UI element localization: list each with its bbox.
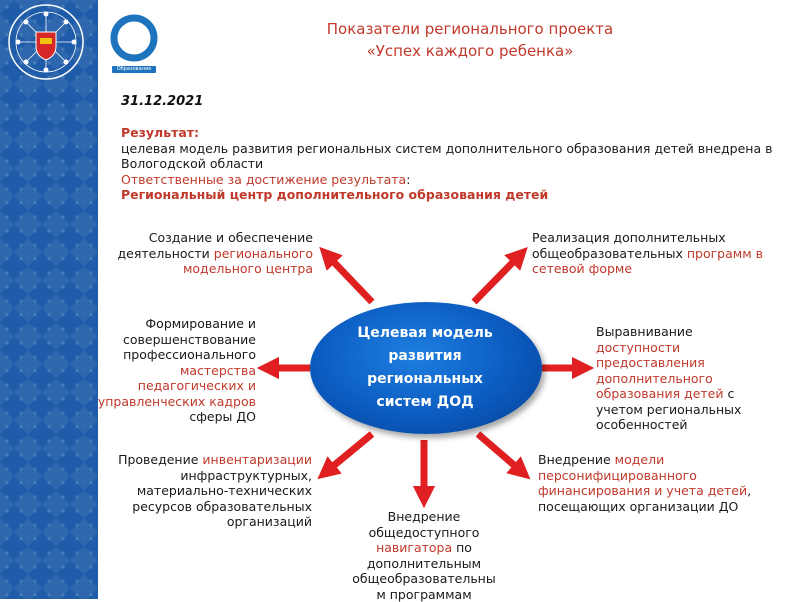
node-highlight: программ в bbox=[687, 246, 763, 261]
responsible-org: Региональный центр дополнительного образования детей bbox=[121, 187, 797, 203]
arrow-bottom-left bbox=[326, 434, 372, 472]
node-text-line bbox=[538, 483, 778, 499]
hub-line-1: Целевая модель bbox=[330, 322, 520, 345]
node-text: Выравнивание bbox=[596, 324, 796, 340]
hub-line-4: систем ДОД bbox=[330, 391, 520, 414]
node-highlight: модели bbox=[615, 452, 665, 467]
node-text: сферы ДО bbox=[84, 409, 256, 425]
node-highlight: модельного центра bbox=[104, 261, 313, 277]
node-text: инфраструктурных, bbox=[94, 468, 312, 484]
node-text: дополнительным bbox=[330, 556, 518, 572]
result-text: целевая модель развития региональных систем дополнительного образования детей внедрена в Вологодской области bbox=[121, 141, 797, 172]
report-date: 31.12.2021 bbox=[121, 94, 203, 109]
arrow-top-left bbox=[327, 255, 372, 302]
node-navigator bbox=[330, 509, 518, 602]
node-text: материально-технических bbox=[94, 483, 312, 499]
node-text: общеобразовательны bbox=[330, 571, 518, 587]
node-text: ресурсов образовательных bbox=[94, 499, 312, 515]
node-highlight: инвентаризации bbox=[202, 452, 312, 467]
node-text: общедоступного bbox=[330, 525, 518, 541]
node-text-line bbox=[330, 540, 518, 556]
node-highlight: образования детей bbox=[596, 386, 724, 401]
node-highlight: педагогических и bbox=[84, 378, 256, 394]
node-text: посещающих организации ДО bbox=[538, 499, 778, 515]
result-label: Результат: bbox=[121, 125, 797, 141]
arrow-bottom-right bbox=[478, 434, 522, 472]
logo-caption: Образование bbox=[112, 66, 156, 73]
hub-line-3: региональных bbox=[330, 368, 520, 391]
node-text: , bbox=[747, 483, 751, 498]
node-text-line bbox=[596, 386, 796, 402]
node-highlight: финансирования и учета детей bbox=[538, 483, 747, 498]
node-text: Формирование и bbox=[84, 316, 256, 332]
node-inventory bbox=[94, 452, 312, 530]
node-highlight: предоставления bbox=[596, 355, 796, 371]
node-text: Проведение bbox=[118, 452, 202, 467]
title-line-2: «Успех каждого ребенка» bbox=[200, 40, 740, 62]
arrow-top-right bbox=[474, 255, 520, 302]
node-text: деятельности bbox=[118, 246, 214, 261]
node-text: особенностей bbox=[596, 417, 796, 433]
node-access-equalization bbox=[596, 324, 796, 433]
node-model-center bbox=[104, 230, 313, 277]
node-highlight: навигатора bbox=[376, 540, 452, 555]
node-text: профессионального bbox=[84, 347, 256, 363]
node-highlight: персонифицированного bbox=[538, 468, 778, 484]
node-text: с bbox=[724, 386, 735, 401]
node-text: учетом региональных bbox=[596, 402, 796, 418]
node-text: Создание и обеспечение bbox=[104, 230, 313, 246]
node-text-line bbox=[94, 452, 312, 468]
title-line-1: Показатели регионального проекта bbox=[200, 18, 740, 40]
central-hub-label bbox=[330, 322, 520, 414]
node-highlight: дополнительного bbox=[596, 371, 796, 387]
node-text: Внедрение bbox=[330, 509, 518, 525]
node-staff-skills bbox=[84, 316, 256, 425]
node-text: общеобразовательных bbox=[532, 246, 687, 261]
responsible-label: Ответственные за достижение результата bbox=[121, 172, 406, 187]
node-text-line bbox=[538, 452, 778, 468]
node-text: Реализация дополнительных bbox=[532, 230, 792, 246]
hub-line-2: развития bbox=[330, 345, 520, 368]
node-highlight: регионального bbox=[214, 246, 313, 261]
node-highlight: мастерства bbox=[84, 363, 256, 379]
node-personified-funding bbox=[538, 452, 778, 514]
node-text: совершенствование bbox=[84, 332, 256, 348]
node-text-line bbox=[532, 246, 792, 262]
node-highlight: доступности bbox=[596, 340, 796, 356]
node-network-programs bbox=[532, 230, 792, 277]
responsible-colon: : bbox=[406, 172, 410, 187]
node-highlight: управленческих кадров bbox=[84, 394, 256, 410]
node-text-line bbox=[104, 246, 313, 262]
node-text: м программам bbox=[330, 587, 518, 602]
node-text: Внедрение bbox=[538, 452, 615, 467]
node-text: по bbox=[452, 540, 472, 555]
node-text: организаций bbox=[94, 514, 312, 530]
node-highlight: сетевой форме bbox=[532, 261, 792, 277]
